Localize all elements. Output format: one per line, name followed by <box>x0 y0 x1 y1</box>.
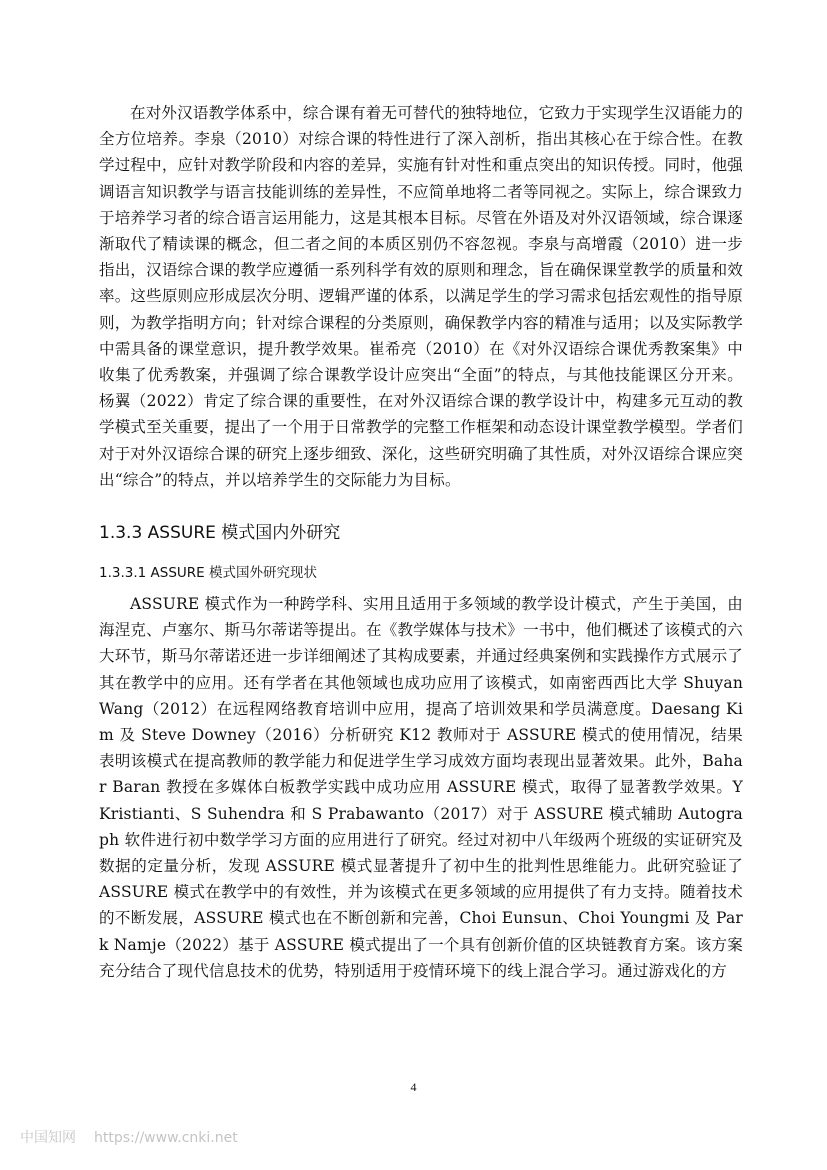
watermark-brand: 中国知网 <box>20 1130 76 1146</box>
document-body <box>99 100 743 984</box>
paragraph-assure-foreign-research: ASSURE 模式作为一种跨学科、实用且适用于多领域的教学设计模式，产生于美国，由海涅克、卢塞尔、斯马尔蒂诺等提出。在《教学媒体与技术》一书中，他们概述了该模式的六大环节，斯马尔蒂诺还进一步详细阐述了其构成要素，并通过经典案例和实践操作方式展示了其在教学中的应用。还有学者在其他领域也成功应用了该模式，如南密西西比大学 Shuyan Wang（2012）在远程网络教育培训中应用，提高了培训效果和学员满意度。Daesang Kim 及 Steve Downey（2016）分析研究 K12 教师对于 ASSURE 模式的使用情况，结果表明该模式在提高教师的教学能力和促进学生学习成效方面均表现出显著效果。此外，Bahar Baran 教授在多媒体白板教学实践中成功应用 ASSURE 模式，取得了显著教学效果。Y Kristianti、S Suhendra 和 S Prabawanto（2017）对于 ASSURE 模式辅助 Autograph 软件进行初中数学学习方面的应用进行了研究。经过对初中八年级两个班级的实证研究及数据的定量分析，发现 ASSURE 模式显著提升了初中生的批判性思维能力。此研究验证了 ASSURE 模式在教学中的有效性，并为该模式在更多领域的应用提供了有力支持。随着技术的不断发展，ASSURE 模式也在不断创新和完善，Choi Eunsun、Choi Youngmi 及 Park Namje（2022）基于 ASSURE 模式提出了一个具有创新价值的区块链教育方案。该方案充分结合了现代信息技术的优势，特别适用于疫情环境下的线上混合学习。通过游戏化的方 <box>99 595 743 980</box>
watermark-url: https://www.cnki.net <box>94 1130 238 1146</box>
subsection-heading-1-3-3-1: 1.3.3.1 ASSURE 模式国外研究现状 <box>99 565 317 582</box>
page-number: 4 <box>410 1080 417 1094</box>
paragraph-comprehensive-course: 在对外汉语教学体系中，综合课有着无可替代的独特地位，它致力于实现学生汉语能力的全方位培养。李泉（2010）对综合课的特性进行了深入剖析，指出其核心在于综合性。在教学过程中，应针对教学阶段和内容的差异，实施有针对性和重点突出的知识传授。同时，他强调语言知识教学与语言技能训练的差异性，不应简单地将二者等同视之。实际上，综合课致力于培养学习者的综合语言运用能力，这是其根本目标。尽管在外语及对外汉语领域，综合课逐渐取代了精读课的概念，但二者之间的本质区别仍不容忽视。李泉与高增霞（2010）进一步指出，汉语综合课的教学应遵循一系列科学有效的原则和理念，旨在确保课堂教学的质量和效率。这些原则应形成层次分明、逻辑严谨的体系，以满足学生的学习需求包括宏观性的指导原则，为教学指明方向；针对综合课程的分类原则，确保教学内容的精准与适用；以及实际教学中需具备的课堂意识，提升教学效果。崔希亮（2010）在《对外汉语综合课优秀教案集》中收集了优秀教案，并强调了综合课教学设计应突出“全面”的特点，与其他技能课区分开来。杨翼（2022）肯定了综合课的重要性，在对外汉语综合课的教学设计中，构建多元互动的教学模式至关重要，提出了一个用于日常教学的完整工作框架和动态设计课堂教学模型。学者们对于对外汉语综合课的研究上逐步细致、深化，这些研究明确了其性质，对外汉语综合课应突出“综合”的特点，并以培养学生的交际能力为目标。 <box>99 104 743 489</box>
section-heading-1-3-3: 1.3.3 ASSURE 模式国内外研究 <box>99 523 341 544</box>
cnki-watermark <box>20 1127 238 1147</box>
